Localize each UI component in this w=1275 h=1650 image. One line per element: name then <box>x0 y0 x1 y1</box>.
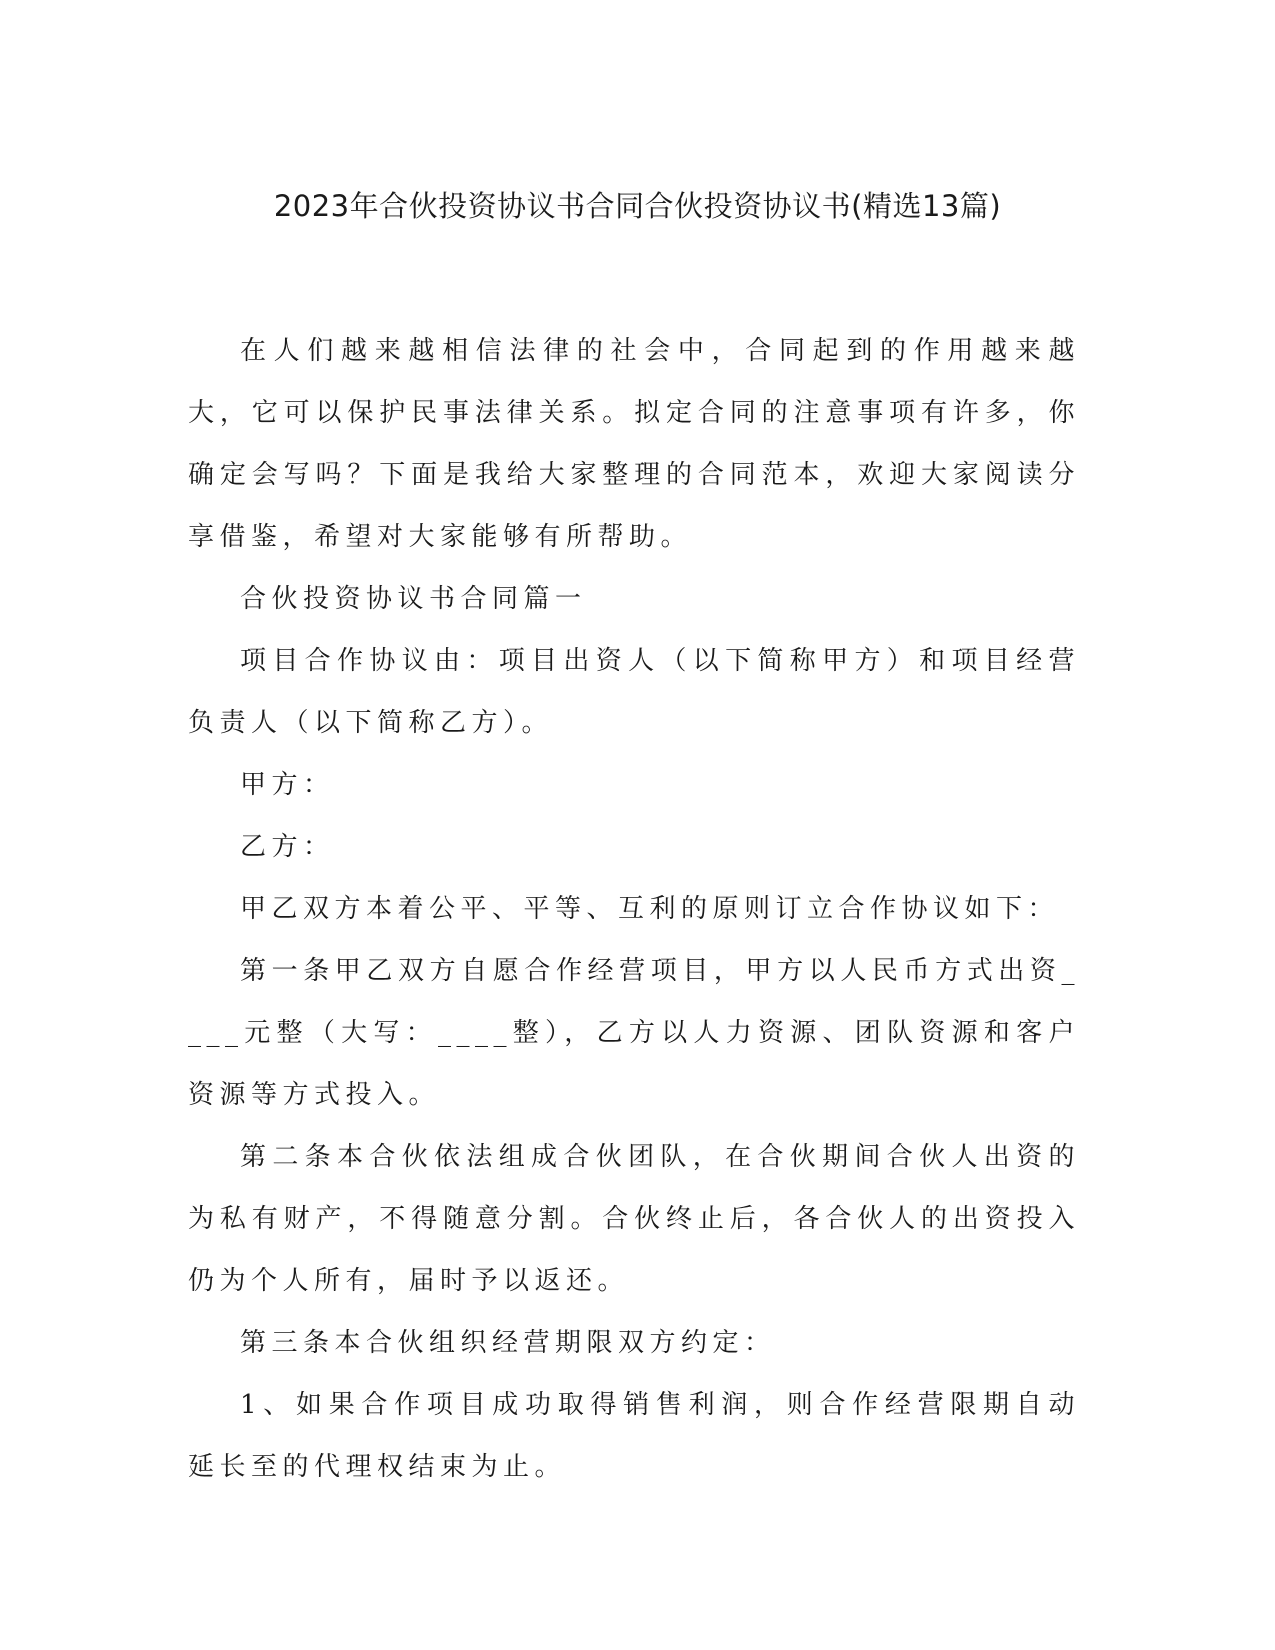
article-three-item-one: 1、如果合作项目成功取得销售利润，则合作经营限期自动延长至的代理权结束为止。 <box>188 1390 1080 1482</box>
agreement-parties-paragraph: 项目合作协议由：项目出资人（以下简称甲方）和项目经营负责人（以下简称乙方）。 <box>188 646 1080 738</box>
article-three-paragraph: 第三条本合伙组织经营期限双方约定： <box>240 1328 776 1358</box>
article-one-paragraph: 第一条甲乙双方自愿合作经营项目，甲方以人民币方式出资____元整（大写：____整），乙方以人力资源、团队资源和客户资源等方式投入。 <box>188 956 1080 1110</box>
party-a-line: 甲方： <box>240 770 335 800</box>
article-two-paragraph: 第二条本合伙依法组成合伙团队，在合伙期间合伙人出资的为私有财产，不得随意分割。合伙终止后，各合伙人的出资投入仍为个人所有，届时予以返还。 <box>188 1142 1080 1296</box>
intro-paragraph: 在人们越来越相信法律的社会中，合同起到的作用越来越大，它可以保护民事法律关系。拟定合同的注意事项有许多，你确定会写吗？下面是我给大家整理的合同范本，欢迎大家阅读分享借鉴，希望对大家能够有所帮助。 <box>188 336 1080 552</box>
document-title: 2023年合伙投资协议书合同合伙投资协议书(精选13篇) <box>273 189 1002 223</box>
section-heading-part-one: 合伙投资协议书合同篇一 <box>240 584 587 614</box>
principles-paragraph: 甲乙双方本着公平、平等、互利的原则订立合作协议如下： <box>240 894 1060 924</box>
party-b-line: 乙方： <box>240 832 335 862</box>
document-body <box>188 320 1080 1498</box>
